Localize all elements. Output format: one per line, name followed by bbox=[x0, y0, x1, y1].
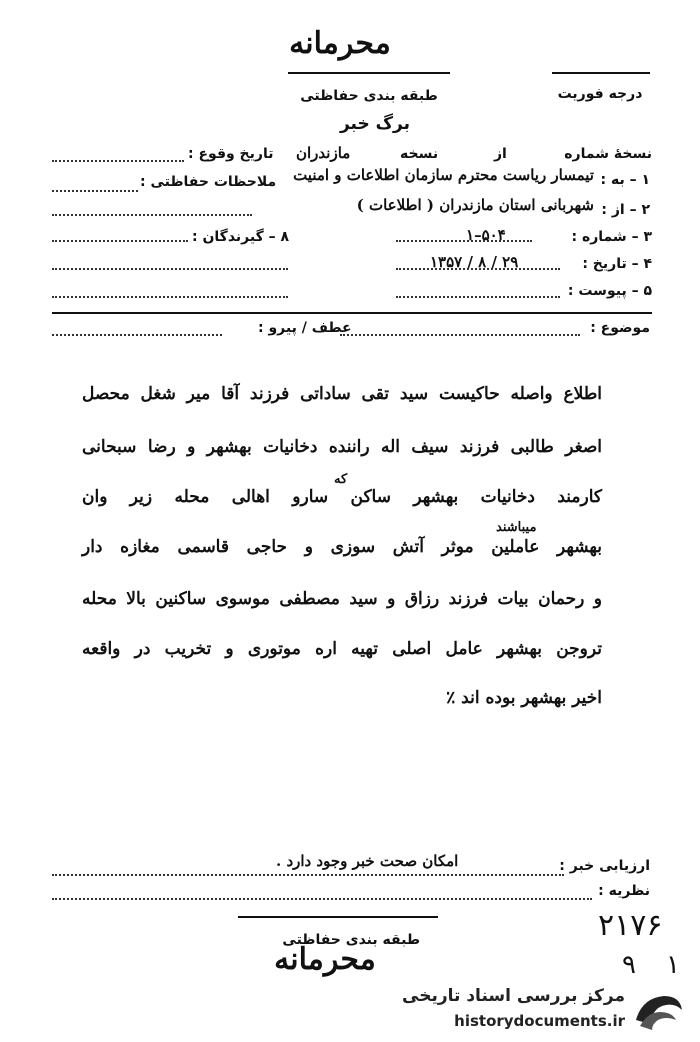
body-insertion-mark: که bbox=[334, 472, 348, 487]
from-value: شهربانی استان مازندران ( اطلاعات ) bbox=[356, 196, 594, 214]
urgency-label: درجه فوریت bbox=[557, 86, 643, 102]
document-title: برگ خبر bbox=[339, 114, 411, 134]
archive-sub-prefix: ۱ bbox=[666, 950, 680, 980]
from-label: ۲ – از : bbox=[601, 202, 650, 218]
body-line-6: تروجن بهشهر عامل اصلی تهیه اره موتوری و تخریب در واقعه bbox=[82, 639, 602, 659]
of-label: از bbox=[494, 146, 507, 162]
assessment-dots bbox=[52, 874, 564, 876]
recipients-dots-2 bbox=[52, 268, 288, 270]
bottom-classification-rule bbox=[238, 916, 438, 918]
body-line-5: و رحمان بیات فرزند رزاق و سید مصطفی موسوی ساکنین بالا محله bbox=[82, 589, 602, 609]
copy-label: نسخه bbox=[400, 146, 439, 162]
subject-label: موضوع : bbox=[590, 320, 650, 336]
assessment-value: امکان صحت خبر وجود دارد . bbox=[276, 852, 459, 870]
recipients-dots-3 bbox=[52, 296, 288, 298]
recipients-label: ۸ – گیرندگان : bbox=[192, 229, 290, 245]
classification-rule bbox=[288, 72, 450, 74]
section-divider bbox=[52, 312, 652, 314]
event-date-label: تاریخ وقوع : bbox=[188, 146, 274, 162]
watermark-name: مرکز بررسی اسناد تاریخی bbox=[402, 986, 625, 1006]
event-date-value: مازندران bbox=[296, 144, 351, 162]
number-value: ۵۰۴–۱ bbox=[466, 226, 506, 244]
attachment-label: ۵ – پیوست : bbox=[567, 283, 652, 299]
opinion-dots bbox=[52, 898, 592, 900]
date-dots bbox=[396, 268, 560, 270]
bottom-classification-label: طبقه بندی حفاظتی bbox=[282, 932, 420, 948]
date-label: ۴ – تاریخ : bbox=[582, 256, 652, 272]
body-line-4: بهشهر عاملین موثر آتش سوزی و حاجی قاسمی مغازه دار bbox=[82, 537, 602, 557]
to-label: ۱ – به : bbox=[600, 172, 650, 188]
body-insertion: میباشند bbox=[496, 520, 537, 535]
opinion-label: نظریه : bbox=[598, 883, 650, 899]
body-line-1: اطلاع واصله حاکیست سید تقی ساداتی فرزند آقا میر شغل محصل bbox=[82, 384, 602, 404]
reason-label: عطف / پیرو : bbox=[258, 320, 352, 336]
archive-number: ۲۱۷۶ bbox=[598, 908, 663, 943]
number-dots bbox=[396, 240, 532, 242]
event-date-dots bbox=[52, 160, 184, 162]
number-label: ۳ – شماره : bbox=[571, 229, 652, 245]
urgency-rule bbox=[552, 72, 650, 74]
watermark-url: historydocuments.ir bbox=[454, 1012, 625, 1030]
archive-sub-number: ۹ bbox=[622, 950, 636, 980]
classification-label: طبقه بندی حفاظتی bbox=[300, 88, 438, 104]
classification-handwritten-top: محرمانه bbox=[289, 26, 391, 61]
notes-dots bbox=[52, 190, 138, 192]
classification-handwritten-bottom: محرمانه bbox=[274, 942, 376, 977]
body-line-7: اخیر بهشهر بوده اند ٪ bbox=[446, 688, 602, 708]
attachment-dots bbox=[396, 296, 560, 298]
archive-center-logo-icon bbox=[630, 990, 686, 1034]
reason-dots bbox=[52, 334, 222, 336]
date-value: ۲۹ / ۸ / ۱۳۵۷ bbox=[430, 253, 519, 271]
subject-dots bbox=[340, 334, 580, 336]
from-dots bbox=[52, 214, 252, 216]
body-line-3: کارمند دخانیات بهشهر ساکن سارو اهالی محله زیر وان bbox=[82, 487, 602, 507]
body-line-2: اصغر طالبی فرزند سیف اله راننده دخانیات بهشهر و رضا سبحانی bbox=[82, 437, 602, 457]
copy-number-label: نسخهٔ شماره bbox=[564, 146, 652, 162]
assessment-label: ارزیابی خبر : bbox=[559, 858, 650, 874]
recipients-dots-1 bbox=[52, 240, 188, 242]
to-value: تیمسار ریاست محترم سازمان اطلاعات و امنیت bbox=[293, 166, 594, 184]
notes-label: ملاحظات حفاظتی : bbox=[140, 174, 277, 190]
